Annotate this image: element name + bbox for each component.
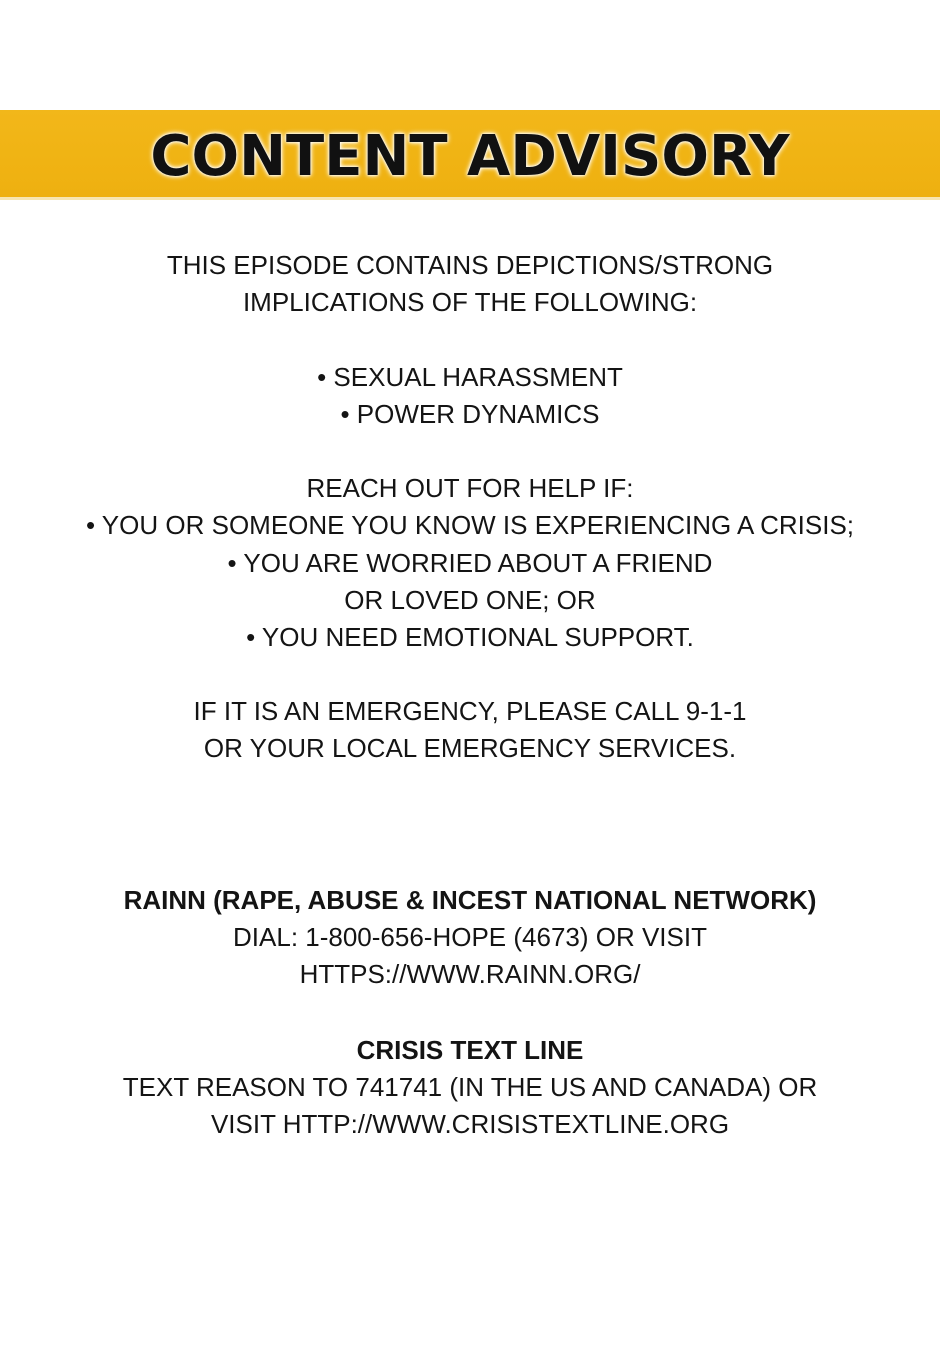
resource-crisis-text-line bbox=[0, 1032, 940, 1144]
resource-line: DIAL: 1-800-656-HOPE (4673) OR VISIT bbox=[233, 922, 707, 953]
resource-link[interactable]: HTTPS://WWW.RAINN.ORG/ bbox=[299, 959, 641, 990]
resource-link[interactable]: VISIT HTTP://WWW.CRISISTEXTLINE.ORG bbox=[210, 1109, 730, 1140]
warning-intro-line-1: THIS EPISODE CONTAINS DEPICTIONS/STRONG bbox=[166, 250, 774, 280]
topic-item: • POWER DYNAMICS bbox=[340, 398, 600, 429]
resource-rainn bbox=[0, 882, 940, 994]
emergency-line-2: OR YOUR LOCAL EMERGENCY SERVICES. bbox=[203, 733, 737, 764]
advisory-banner bbox=[0, 110, 940, 200]
help-line: • YOU ARE WORRIED ABOUT A FRIEND bbox=[227, 547, 713, 578]
resource-name: CRISIS TEXT LINE bbox=[356, 1035, 584, 1065]
help-heading: REACH OUT FOR HELP IF: bbox=[306, 473, 634, 504]
help-line: • YOU OR SOMEONE YOU KNOW IS EXPERIENCING A CRISIS; bbox=[85, 510, 855, 541]
warning-intro-line-2: IMPLICATIONS OF THE FOLLOWING: bbox=[242, 287, 698, 318]
help-line: OR LOVED ONE; OR bbox=[344, 584, 596, 615]
page-title: CONTENT ADVISORY bbox=[150, 124, 790, 189]
topic-item: • SEXUAL HARASSMENT bbox=[317, 361, 623, 392]
advisory-body bbox=[0, 247, 940, 768]
emergency-line-1: IF IT IS AN EMERGENCY, PLEASE CALL 9-1-1 bbox=[193, 696, 747, 727]
resource-name: RAINN (RAPE, ABUSE & INCEST NATIONAL NETWORK) bbox=[123, 885, 817, 915]
resource-line: TEXT REASON TO 741741 (IN THE US AND CANADA) OR bbox=[122, 1072, 818, 1103]
help-line: • YOU NEED EMOTIONAL SUPPORT. bbox=[246, 621, 694, 652]
